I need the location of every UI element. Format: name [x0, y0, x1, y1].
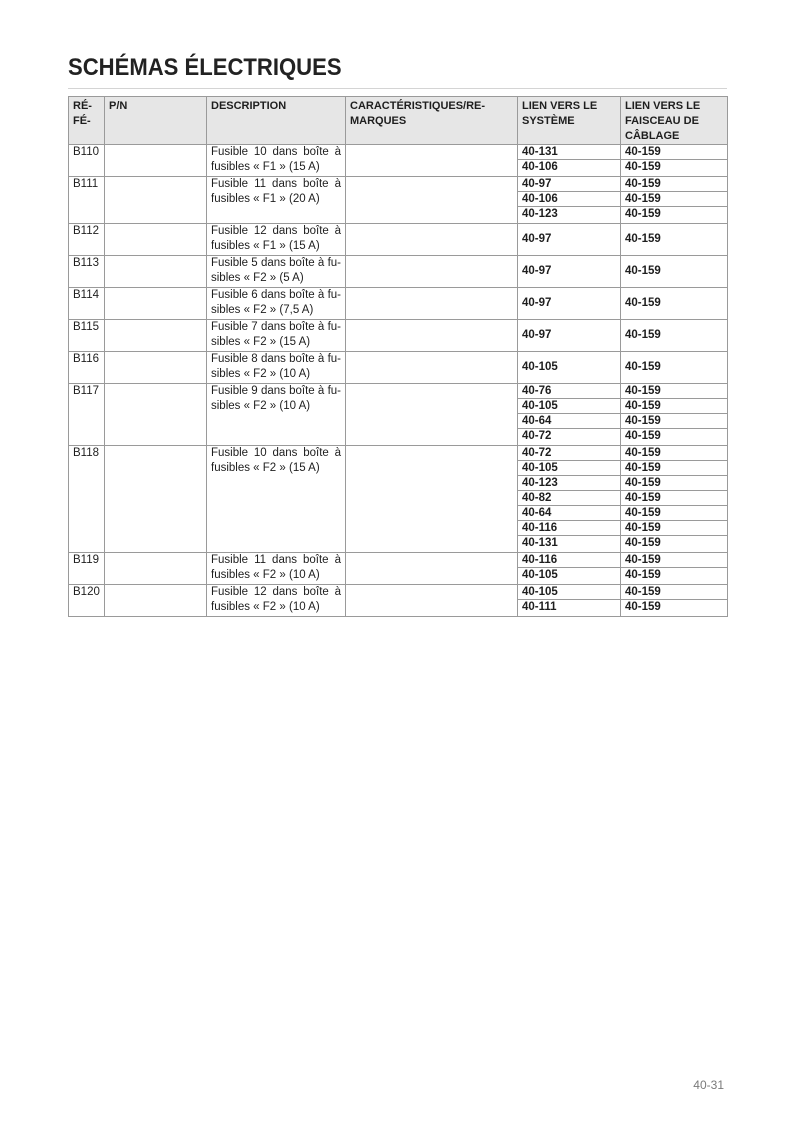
- system-link[interactable]: 40-72: [518, 446, 620, 461]
- part-number-cell: [105, 256, 207, 288]
- harness-link[interactable]: 40-159: [625, 233, 661, 245]
- table-row: [69, 145, 728, 177]
- header-system-link: LIEN VERS LE SYSTÈME: [518, 97, 621, 145]
- table-row: [69, 320, 728, 352]
- harness-link-cell: [621, 553, 728, 585]
- remarks-cell: [346, 256, 518, 288]
- system-link[interactable]: 40-105: [522, 361, 558, 373]
- description-line: sibles « F2 » (15 A): [211, 336, 311, 348]
- harness-link[interactable]: 40-159: [621, 521, 727, 536]
- description-line: sibles « F2 » (10 A): [211, 368, 311, 380]
- system-link-cell: [518, 288, 621, 320]
- description-cell: [207, 288, 346, 320]
- system-link[interactable]: 40-105: [518, 585, 620, 600]
- reference-cell: B118: [69, 446, 105, 553]
- header-remarks: CARACTÉRISTIQUES/RE- MARQUES: [346, 97, 518, 145]
- description-line: Fusible 10 dans boîte à: [211, 447, 341, 459]
- harness-link[interactable]: 40-159: [621, 384, 727, 399]
- table-row: [69, 256, 728, 288]
- system-link-cell: [518, 352, 621, 384]
- harness-link-cell: [621, 320, 728, 352]
- description-line: sibles « F2 » (10 A): [211, 400, 311, 412]
- description-line: fusibles « F1 » (20 A): [211, 193, 320, 205]
- remarks-cell: [346, 585, 518, 617]
- reference-cell: B116: [69, 352, 105, 384]
- harness-link[interactable]: 40-159: [625, 297, 661, 309]
- reference-cell: B111: [69, 177, 105, 224]
- description-line: Fusible 5 dans boîte à fu-: [211, 257, 341, 269]
- system-link[interactable]: 40-72: [522, 430, 552, 442]
- page-title: SCHÉMAS ÉLECTRIQUES: [68, 54, 342, 81]
- harness-link-cell: [621, 256, 728, 288]
- system-link[interactable]: 40-123: [518, 476, 620, 491]
- system-link[interactable]: 40-123: [522, 208, 558, 220]
- harness-link[interactable]: 40-159: [625, 265, 661, 277]
- table-row: [69, 553, 728, 585]
- part-number-cell: [105, 177, 207, 224]
- description-cell: [207, 320, 346, 352]
- harness-link[interactable]: 40-159: [625, 361, 661, 373]
- description-line: fusibles « F2 » (10 A): [211, 569, 320, 581]
- system-link-cell: [518, 384, 621, 446]
- harness-link[interactable]: 40-159: [621, 585, 727, 600]
- reference-cell: B120: [69, 585, 105, 617]
- table-row: [69, 288, 728, 320]
- page-number: 40-31: [693, 1078, 724, 1092]
- harness-link[interactable]: 40-159: [621, 145, 727, 160]
- part-number-cell: [105, 320, 207, 352]
- table-row: [69, 585, 728, 617]
- harness-link[interactable]: 40-159: [625, 537, 661, 549]
- system-link[interactable]: 40-97: [522, 265, 552, 277]
- system-link[interactable]: 40-97: [518, 177, 620, 192]
- description-line: Fusible 12 dans boîte à: [211, 225, 341, 237]
- description-cell: [207, 256, 346, 288]
- system-link[interactable]: 40-105: [522, 569, 558, 581]
- system-link[interactable]: 40-106: [522, 161, 558, 173]
- harness-link-cell: [621, 384, 728, 446]
- harness-link[interactable]: 40-159: [621, 177, 727, 192]
- table-row: [69, 224, 728, 256]
- remarks-cell: [346, 384, 518, 446]
- part-number-cell: [105, 446, 207, 553]
- description-line: sibles « F2 » (7,5 A): [211, 304, 314, 316]
- description-line: Fusible 11 dans boîte à: [211, 178, 341, 190]
- harness-link[interactable]: 40-159: [621, 414, 727, 429]
- description-line: fusibles « F1 » (15 A): [211, 240, 320, 252]
- reference-cell: B114: [69, 288, 105, 320]
- header-harness-link: LIEN VERS LE FAISCEAU DE CÂBLAGE: [621, 97, 728, 145]
- system-link-cell: [518, 224, 621, 256]
- description-cell: [207, 553, 346, 585]
- remarks-cell: [346, 288, 518, 320]
- table-row: [69, 177, 728, 224]
- header-description: DESCRIPTION: [207, 97, 346, 145]
- description-line: fusibles « F2 » (10 A): [211, 601, 320, 613]
- description-line: Fusible 8 dans boîte à fu-: [211, 353, 341, 365]
- harness-link[interactable]: 40-159: [621, 476, 727, 491]
- remarks-cell: [346, 553, 518, 585]
- harness-link[interactable]: 40-159: [625, 208, 661, 220]
- part-number-cell: [105, 384, 207, 446]
- header-part-number: P/N: [105, 97, 207, 145]
- description-line: Fusible 7 dans boîte à fu-: [211, 321, 341, 333]
- harness-link-cell: [621, 585, 728, 617]
- system-link[interactable]: 40-106: [518, 192, 620, 207]
- table-row: [69, 352, 728, 384]
- description-line: fusibles « F1 » (15 A): [211, 161, 320, 173]
- part-number-cell: [105, 145, 207, 177]
- reference-cell: B112: [69, 224, 105, 256]
- table-body: [69, 145, 728, 617]
- system-link-cell: [518, 256, 621, 288]
- harness-link[interactable]: 40-159: [625, 430, 661, 442]
- system-link[interactable]: 40-76: [518, 384, 620, 399]
- system-link[interactable]: 40-111: [522, 601, 557, 613]
- description-cell: [207, 585, 346, 617]
- reference-cell: B117: [69, 384, 105, 446]
- harness-link[interactable]: 40-159: [625, 601, 661, 613]
- description-cell: [207, 177, 346, 224]
- description-line: Fusible 10 dans boîte à: [211, 146, 341, 158]
- wiring-links-table: [68, 96, 728, 617]
- system-link[interactable]: 40-64: [518, 506, 620, 521]
- description-line: Fusible 11 dans boîte à: [211, 554, 341, 566]
- part-number-cell: [105, 352, 207, 384]
- header-reference: RÉ- FÉ-: [69, 97, 105, 145]
- table-row: [69, 446, 728, 553]
- title-divider: [68, 88, 727, 89]
- reference-cell: B119: [69, 553, 105, 585]
- reference-cell: B113: [69, 256, 105, 288]
- system-link[interactable]: 40-97: [522, 297, 552, 309]
- system-link[interactable]: 40-97: [522, 329, 552, 341]
- system-link[interactable]: 40-105: [518, 399, 620, 414]
- description-cell: [207, 446, 346, 553]
- system-link-cell: [518, 177, 621, 224]
- harness-link[interactable]: 40-159: [621, 192, 727, 207]
- remarks-cell: [346, 446, 518, 553]
- remarks-cell: [346, 320, 518, 352]
- system-link[interactable]: 40-64: [518, 414, 620, 429]
- harness-link[interactable]: 40-159: [625, 569, 661, 581]
- description-line: Fusible 12 dans boîte à: [211, 586, 341, 598]
- system-link[interactable]: 40-131: [522, 537, 558, 549]
- remarks-cell: [346, 177, 518, 224]
- harness-link-cell: [621, 145, 728, 177]
- part-number-cell: [105, 224, 207, 256]
- description-line: sibles « F2 » (5 A): [211, 272, 304, 284]
- harness-link-cell: [621, 177, 728, 224]
- description-cell: [207, 352, 346, 384]
- system-link-cell: [518, 553, 621, 585]
- system-link[interactable]: 40-131: [518, 145, 620, 160]
- harness-link[interactable]: 40-159: [625, 329, 661, 341]
- remarks-cell: [346, 352, 518, 384]
- system-link-cell: [518, 145, 621, 177]
- description-cell: [207, 384, 346, 446]
- description-cell: [207, 224, 346, 256]
- system-link[interactable]: 40-97: [522, 233, 552, 245]
- part-number-cell: [105, 585, 207, 617]
- description-line: Fusible 9 dans boîte à fu-: [211, 385, 341, 397]
- system-link[interactable]: 40-116: [518, 521, 620, 536]
- table-header-row: [69, 97, 728, 145]
- system-link[interactable]: 40-82: [518, 491, 620, 506]
- harness-link[interactable]: 40-159: [621, 506, 727, 521]
- table-row: [69, 384, 728, 446]
- system-link-cell: [518, 320, 621, 352]
- system-link[interactable]: 40-105: [518, 461, 620, 476]
- description-line: fusibles « F2 » (15 A): [211, 462, 320, 474]
- reference-cell: B115: [69, 320, 105, 352]
- harness-link[interactable]: 40-159: [625, 161, 661, 173]
- remarks-cell: [346, 145, 518, 177]
- reference-cell: B110: [69, 145, 105, 177]
- harness-link[interactable]: 40-159: [621, 491, 727, 506]
- harness-link-cell: [621, 352, 728, 384]
- description-cell: [207, 145, 346, 177]
- harness-link[interactable]: 40-159: [621, 461, 727, 476]
- harness-link-cell: [621, 446, 728, 553]
- harness-link[interactable]: 40-159: [621, 446, 727, 461]
- harness-link-cell: [621, 288, 728, 320]
- harness-link[interactable]: 40-159: [621, 399, 727, 414]
- system-link-cell: [518, 446, 621, 553]
- description-line: Fusible 6 dans boîte à fu-: [211, 289, 341, 301]
- part-number-cell: [105, 553, 207, 585]
- system-link-cell: [518, 585, 621, 617]
- harness-link[interactable]: 40-159: [621, 553, 727, 568]
- harness-link-cell: [621, 224, 728, 256]
- remarks-cell: [346, 224, 518, 256]
- system-link[interactable]: 40-116: [518, 553, 620, 568]
- part-number-cell: [105, 288, 207, 320]
